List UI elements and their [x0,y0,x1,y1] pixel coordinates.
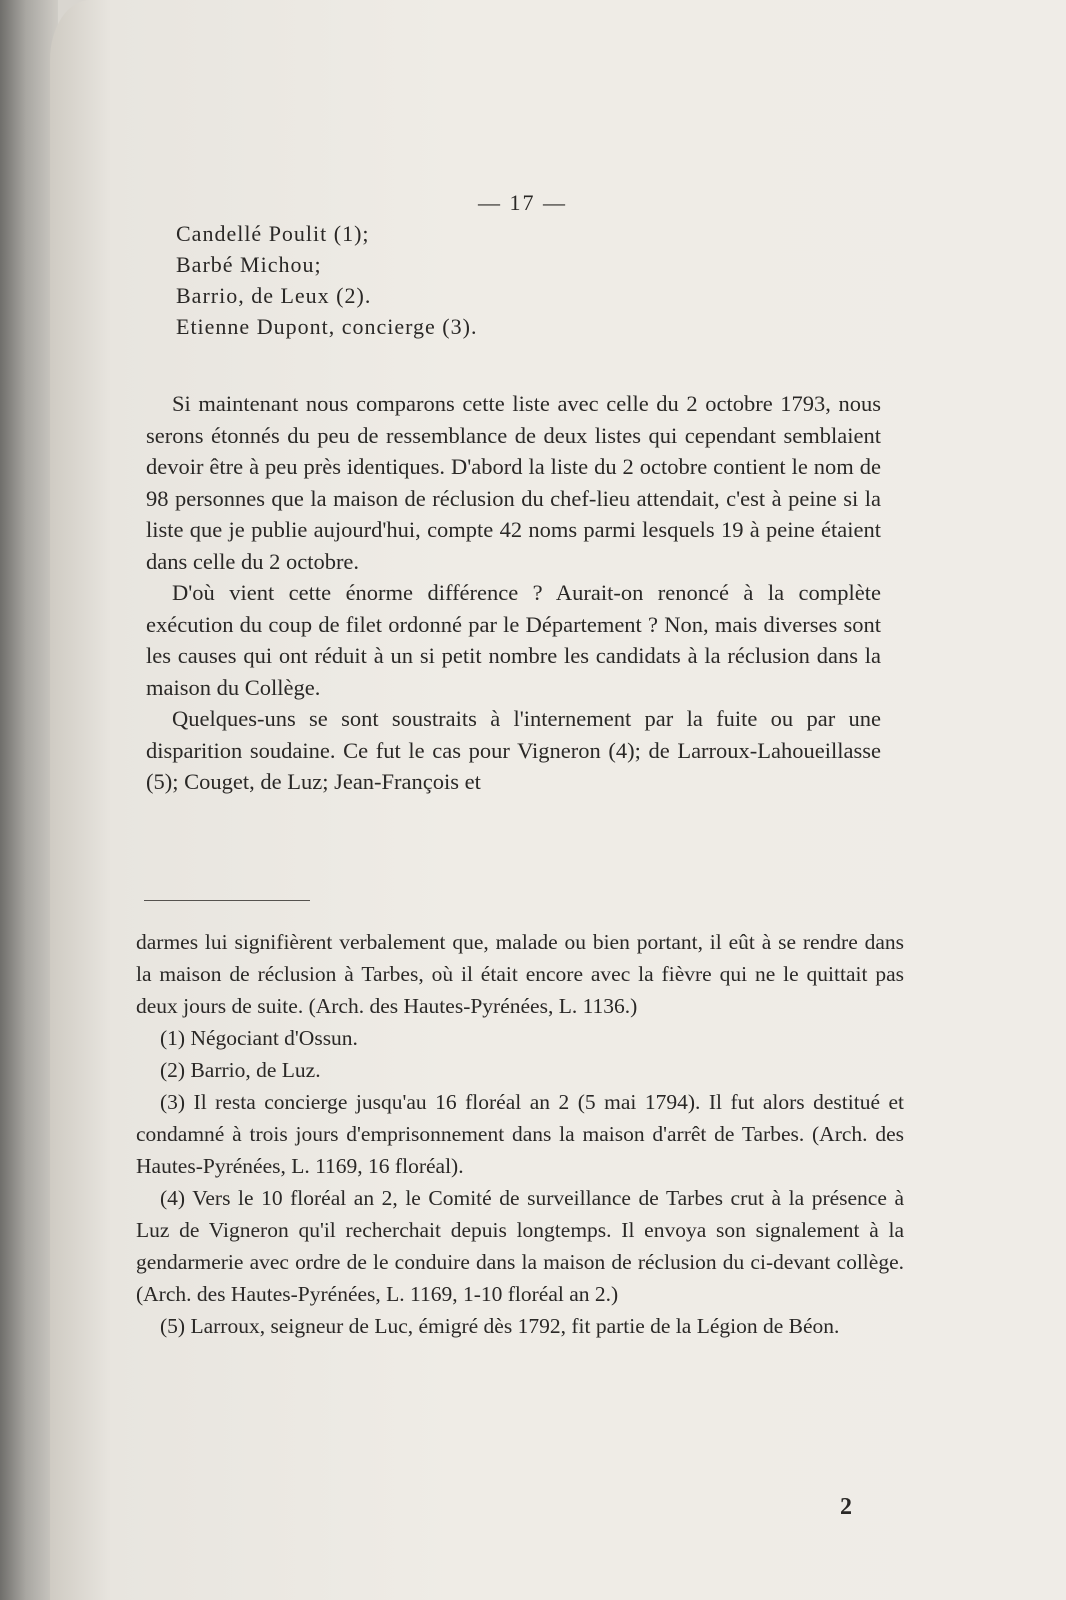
paragraph: Si maintenant nous comparons cette liste avec celle du 2 octobre 1793, nous serons étonnés du peu de ressemblance de deux listes qui cependant semblaient devoir être à peu près identiques. D'abord la liste du 2 octobre contient le nom de 98 personnes que la maison de réclusion du chef-lieu attendait, c'est à peine si la liste que je publie aujourd'hui, compte 42 noms parmi lesquels 19 à peine étaient dans celle du 2 octobre. [146,391,881,574]
footnotes [136,926,904,1342]
footnote: (3) Il resta concierge jusqu'au 16 floréal an 2 (5 mai 1794). Il fut alors destitué et condamné à trois jours d'emprisonnement dans la maison d'arrêt de Tarbes. (Arch. des Hautes-Pyrénées, L. 1169, 16 floréal). [136,1090,904,1178]
footnote-separator [144,900,310,901]
footnote: (5) Larroux, seigneur de Luc, émigré dès 1792, fit partie de la Légion de Béon. [160,1314,840,1338]
paragraph: D'où vient cette énorme différence ? Aurait-on renoncé à la complète exécution du coup de filet ordonné par le Département ? Non, mais diverses sont les causes qui ont réduit à un si petit nombre les candidats à la réclusion dans la maison du Collège. [146,580,881,700]
list-item: Barbé Michou; [176,252,322,277]
list-item: Etienne Dupont, concierge (3). [176,314,478,339]
page-number: — 17 — [478,190,567,215]
signature-mark: 2 [840,1494,852,1520]
list-item: Candellé Poulit (1); [176,221,370,246]
body-text [146,388,881,798]
footnote-continuation: darmes lui signifièrent verbalement que, malade ou bien portant, il eût à se rendre dans la maison de réclusion à Tarbes, où il était encore avec la fièvre qui ne le quittait pas deux jours de suite. (Arch. des Hautes-Pyrénées, L. 1136.) [136,930,904,1018]
footnote: (4) Vers le 10 floréal an 2, le Comité de surveillance de Tarbes crut à la présence à Luz de Vigneron qu'il recherchait depuis longtemps. Il envoya son signalement à la gendarmerie avec ordre de le conduire dans la maison de réclusion du ci-devant collège. (Arch. des Hautes-Pyrénées, L. 1169, 1-10 floréal an 2.) [136,1186,904,1306]
footnote: (1) Négociant d'Ossun. [160,1026,358,1050]
footnote: (2) Barrio, de Luz. [160,1058,321,1082]
name-list [176,218,477,342]
list-item: Barrio, de Leux (2). [176,283,372,308]
paragraph: Quelques-uns se sont soustraits à l'internement par la fuite ou par une disparition soudaine. Ce fut le cas pour Vigneron (4); de Larroux-Lahoueillasse (5); Couget, de Luz; Jean-François et [146,706,881,794]
